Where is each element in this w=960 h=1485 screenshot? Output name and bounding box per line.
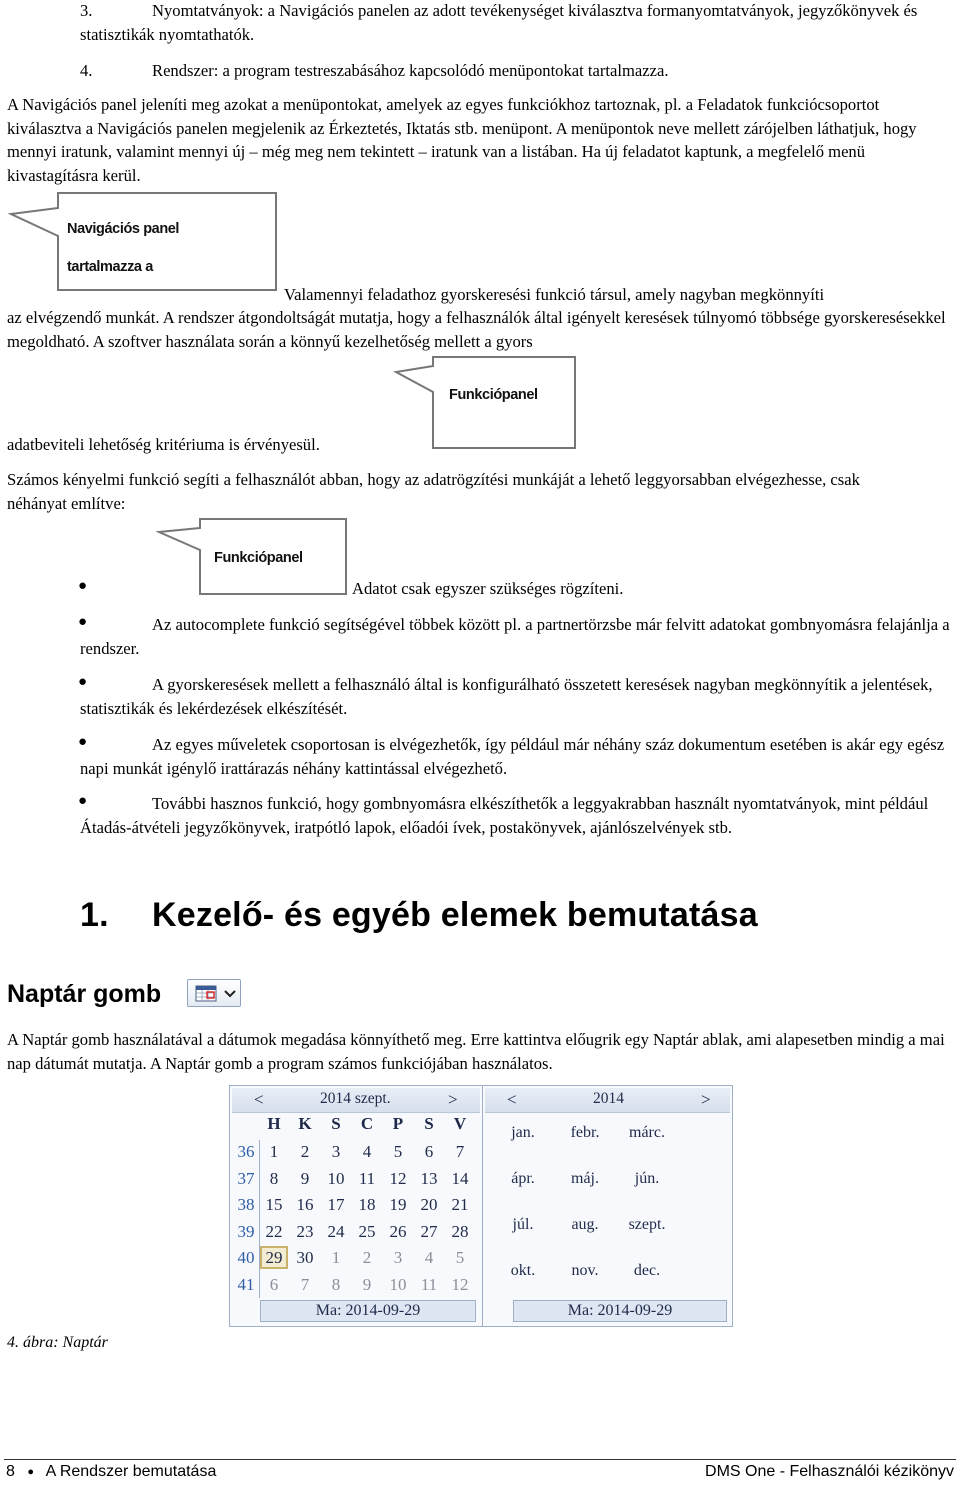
weekday-header: P [392, 1114, 404, 1133]
bullet-icon: ● [78, 674, 88, 690]
list-text: Nyomtatványok: a Navigációs panelen az adott tevékenységet kiválasztva formanyomtatványok, jegyzőkönyvek és statisztikák nyomtathatók. [80, 1, 918, 44]
subsection-heading: Naptár gomb [7, 980, 162, 1008]
callout-function-panel-2 [156, 516, 350, 598]
paragraph-comfort-functions: Számos kényelmi funkció segíti a felhasználót abban, hogy az adatrögzítési munkáját a lehető leggyorsabban elvégezhesse, csak néhányat említve: [7, 470, 860, 513]
day-cell[interactable]: 5 [393, 1142, 403, 1161]
month-year-title[interactable]: 2014 szept. [320, 1090, 391, 1107]
weekday-header: S [331, 1114, 341, 1133]
day-cell[interactable]: 4 [424, 1248, 434, 1267]
day-cell[interactable]: 26 [389, 1221, 407, 1241]
day-cell[interactable]: 1 [269, 1142, 279, 1161]
paragraph-quicksearch: az elvégzendő munkát. A rendszer átgondoltságát mutatja, hogy a felhasználók által igényelt keresések túlnyomó többsége gyorskeresésekkel megoldható. A szoftver használata során a könnyű kezelhetőség mellett a gyors [7, 308, 946, 351]
month-cell[interactable]: aug. [571, 1216, 599, 1233]
list-number: 3. [80, 1, 93, 20]
day-cell[interactable]: 13 [420, 1168, 438, 1188]
bullet-item: További hasznos funkció, hogy gombnyomásra elkészíthetők a leggyakrabban használt nyomtatványok, mint például Átadás-átvételi jegyzőkönyvek, iratpótló lapok, előadói ívek, postakönyvek, ajánlószelvények stb. [80, 794, 929, 837]
day-cell[interactable]: 24 [327, 1221, 345, 1241]
month-cell[interactable]: júl. [512, 1216, 534, 1233]
bullet-icon: ● [78, 734, 88, 750]
section-number: 1. [80, 896, 109, 934]
next-month-button[interactable]: > [448, 1090, 458, 1109]
footer-bullet-icon: ● [27, 1466, 35, 1478]
paragraph-navigation-panel: A Navigációs panel jeleníti meg azokat a menüpontokat, amelyek az egyes funkciókhoz tartoznak, pl. a Feladatok funkciócsoportot kiválasztva a Navigációs panelen megjelenik az Érkeztetés, Iktatás stb. menüpont. A menüpontok neve mellett zárójelben láthatjuk, hogy mennyi iratunk, valamint mennyi új – még meg nem tekintett – iratunk van a listában. Ha új feladatot kaptunk, a megfelelő menü kivastagításra kerül. [7, 95, 917, 185]
week-number: 41 [237, 1274, 255, 1294]
footer-divider [4, 1459, 956, 1460]
section-heading [80, 896, 758, 935]
callout-navigation-panel [8, 190, 280, 294]
bullet-item: A gyorskeresések mellett a felhasználó által is konfigurálható összetett keresések nagyban megkönnyítik a jelentések, statisztikák és lekérdezések elkészítését. [80, 675, 933, 718]
month-cell[interactable]: jún. [634, 1170, 660, 1187]
month-cell[interactable]: ápr. [511, 1170, 535, 1187]
day-cell[interactable]: 6 [424, 1142, 434, 1161]
footer-document-title: DMS One - Felhasználói kézikönyv [705, 1463, 954, 1480]
numbered-item-3 [80, 0, 950, 46]
month-cell[interactable]: jan. [511, 1124, 535, 1141]
callout-label: Funkciópanel [214, 550, 303, 566]
day-cell[interactable]: 28 [451, 1221, 469, 1241]
callout-label: Funkciópanel [449, 387, 538, 403]
day-cell[interactable]: 9 [300, 1168, 310, 1188]
day-cell[interactable]: 17 [327, 1195, 345, 1214]
day-cell[interactable]: 7 [300, 1274, 310, 1294]
day-cell[interactable]: 6 [269, 1274, 279, 1294]
weekday-header: H [267, 1114, 281, 1133]
weekday-header: S [424, 1114, 434, 1133]
calendar-button[interactable] [187, 979, 241, 1007]
paragraph-calendar: A Naptár gomb használatával a dátumok megadása könnyíthető meg. Erre kattintva előugrik egy Naptár ablak, ami alapesetben mindig a mai nap dátumát mutatja. A Naptár gomb a program számos funkciójában használatos. [7, 1030, 945, 1073]
day-cell[interactable]: 19 [389, 1195, 407, 1214]
weekday-header: K [298, 1114, 312, 1133]
day-cell[interactable]: 25 [358, 1221, 376, 1241]
weekday-header: V [453, 1114, 467, 1133]
bullet-item: Az autocomplete funkció segítségével többek között pl. a partnertörzsbe már felvitt adatokat gombnyomásra felajánlja a rendszer. [80, 615, 950, 658]
day-cell[interactable]: 20 [420, 1195, 438, 1214]
month-cell[interactable]: okt. [510, 1262, 536, 1279]
week-number: 36 [237, 1142, 255, 1161]
bullet-icon: ● [78, 614, 88, 630]
month-cell[interactable]: márc. [629, 1124, 665, 1141]
weekday-header: C [360, 1114, 374, 1133]
footer-chapter: A Rendszer bemutatása [45, 1463, 217, 1480]
day-cell[interactable]: 9 [362, 1274, 372, 1294]
month-cell[interactable]: szept. [628, 1216, 666, 1233]
day-cell[interactable]: 8 [331, 1274, 341, 1294]
numbered-item-4 [80, 59, 950, 83]
paragraph-quicksearch-end: adatbeviteli lehetőség kritériuma is érvényesül. [7, 435, 320, 454]
week-number: 39 [237, 1221, 255, 1241]
day-cell[interactable]: 15 [265, 1195, 283, 1214]
day-cell[interactable]: 12 [451, 1274, 469, 1294]
chevron-down-icon [223, 989, 237, 999]
day-cell[interactable]: 16 [296, 1195, 314, 1214]
month-cell[interactable]: máj. [571, 1170, 599, 1187]
day-cell[interactable]: 8 [269, 1168, 279, 1188]
day-cell[interactable]: 21 [451, 1195, 469, 1214]
callout-shape [8, 190, 280, 294]
bullet-item: Az egyes műveletek csoportosan is elvégezhetők, így például már néhány száz dokumentum esetében is akár egy egész napi munkát igénylő irattárazás néhány kattintással elvégezhető. [80, 735, 945, 778]
month-cell[interactable]: nov. [571, 1262, 599, 1279]
list-text: Rendszer: a program testreszabásához kapcsolódó menüpontokat tartalmazza. [152, 61, 669, 80]
day-cell[interactable]: 12 [389, 1168, 407, 1188]
day-cell[interactable]: 10 [389, 1274, 407, 1294]
day-cell[interactable]: 3 [331, 1142, 341, 1161]
day-cell[interactable]: 22 [265, 1221, 283, 1241]
prev-month-button[interactable]: < [254, 1090, 264, 1109]
today-button[interactable]: Ma: 2014-09-29 [260, 1300, 476, 1322]
month-cell[interactable]: febr. [570, 1124, 600, 1141]
figure-caption: 4. ábra: Naptár [7, 1334, 108, 1351]
month-pane-nav [485, 1088, 730, 1113]
day-cell[interactable]: 18 [358, 1195, 376, 1214]
year-title[interactable]: 2014 [593, 1090, 624, 1107]
bullet-item: Adatot csak egyszer szükséges rögzíteni. [352, 579, 624, 598]
footer-left [6, 1463, 216, 1481]
day-cell[interactable]: 11 [358, 1168, 376, 1188]
day-cell[interactable]: 7 [455, 1142, 465, 1161]
bullet-icon: ● [78, 578, 88, 594]
week-number: 37 [237, 1168, 255, 1188]
page-number: 8 [6, 1463, 15, 1480]
week-column-divider [259, 1140, 260, 1298]
callout-line-2: tartalmazza a [67, 259, 153, 275]
day-cell[interactable]: 10 [327, 1168, 345, 1188]
bullet-icon: ● [78, 793, 88, 809]
day-cell[interactable]: 3 [393, 1248, 403, 1267]
day-cell[interactable]: 29 [260, 1246, 288, 1269]
day-cell[interactable]: 2 [300, 1142, 310, 1161]
day-cell[interactable]: 5 [455, 1248, 465, 1267]
day-cell[interactable]: 14 [451, 1168, 469, 1188]
calendar-popup [229, 1085, 733, 1327]
callout-line-1: Navigációs panel [67, 221, 180, 237]
day-pane-nav [232, 1088, 480, 1113]
week-number: 40 [237, 1248, 255, 1267]
day-cell[interactable]: 30 [296, 1248, 314, 1267]
month-cell[interactable]: dec. [633, 1262, 661, 1279]
paragraph-quicksearch-start: Valamennyi feladathoz gyorskeresési funkció társul, amely nagyban megkönnyíti [284, 285, 825, 304]
list-number: 4. [80, 61, 93, 80]
prev-year-button[interactable]: < [507, 1090, 517, 1109]
week-number: 38 [237, 1195, 255, 1214]
day-cell[interactable]: 2 [362, 1248, 372, 1267]
next-year-button[interactable]: > [701, 1090, 711, 1109]
today-button[interactable]: Ma: 2014-09-29 [513, 1300, 727, 1322]
calendar-day-pane [230, 1086, 482, 1326]
day-cell[interactable]: 4 [362, 1142, 372, 1161]
section-title: Kezelő- és egyéb elemek bemutatása [152, 896, 758, 934]
day-cell[interactable]: 11 [420, 1274, 438, 1294]
day-cell[interactable]: 1 [331, 1248, 341, 1267]
day-cell[interactable]: 27 [420, 1221, 438, 1241]
calendar-month-pane [483, 1086, 732, 1326]
day-cell[interactable]: 23 [296, 1221, 314, 1241]
